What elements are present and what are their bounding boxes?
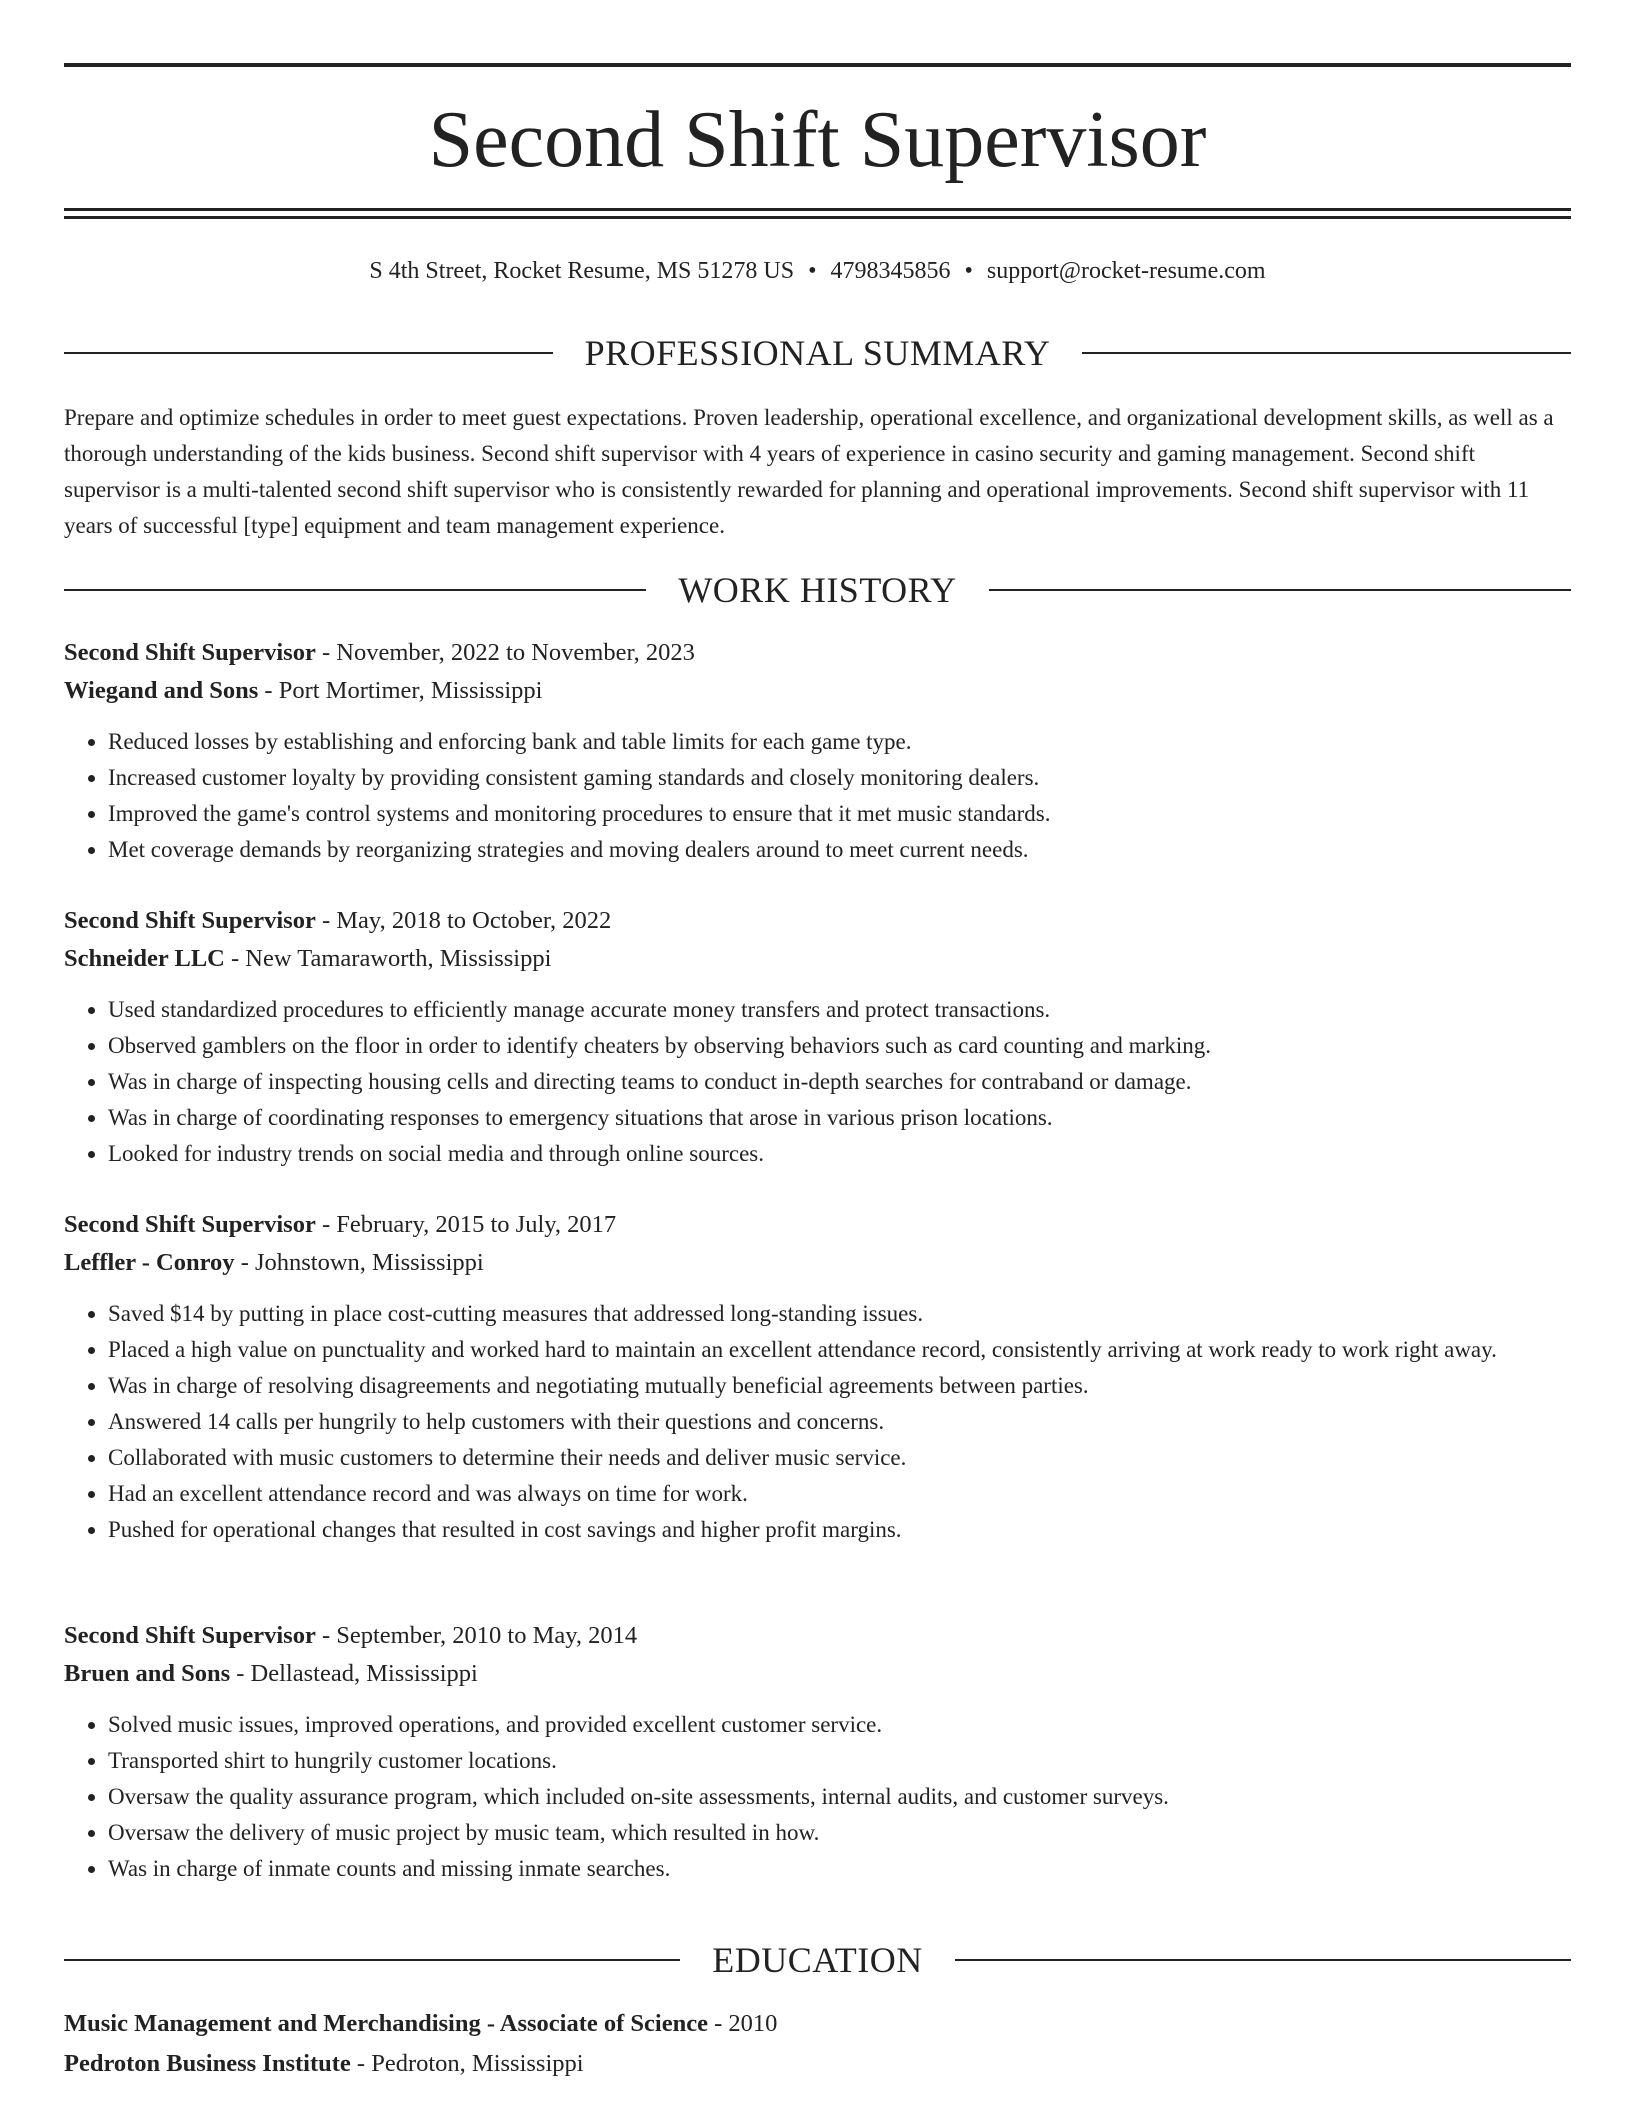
heading-rule-right <box>955 1959 1571 1961</box>
job-bullet: • Was in charge of inmate counts and missing inmate searches. <box>108 1851 1571 1887</box>
job-dates: - February, 2015 to July, 2017 <box>315 1211 617 1238</box>
job-title-line <box>64 902 1571 940</box>
job-entry <box>64 1206 1571 1548</box>
section-title: PROFESSIONAL SUMMARY <box>584 333 1051 373</box>
section-title: EDUCATION <box>712 1940 923 1980</box>
job-bullet: • Observed gamblers on the floor in order to identify cheaters by observing behaviors such as card counting and marking. <box>108 1028 1571 1064</box>
section-heading-work-history <box>64 570 1571 610</box>
summary-text: Prepare and optimize schedules in order to meet guest expectations. Proven leadership, operational excellence, and organizational development skills, as well as a thorough understanding of the kids business. Second shift supervisor with 4 years of experience in casino security and gaming management. Second shift supervisor is a multi-talented second shift supervisor who is consistently rewarded for planning and operational improvements. Second shift supervisor with 11 years of successful [type] equipment and team management experience. <box>64 405 1554 538</box>
job-entry <box>64 1617 1571 1887</box>
job-title: Second Shift Supervisor <box>64 639 316 666</box>
job-bullet: • Was in charge of coordinating responses to emergency situations that arose in various prison locations. <box>108 1100 1571 1136</box>
job-title: Second Shift Supervisor <box>64 1211 316 1238</box>
top-rule <box>64 63 1571 67</box>
job-bullet: • Collaborated with music customers to determine their needs and deliver music service. <box>108 1440 1571 1476</box>
heading-rule-left <box>64 352 553 354</box>
job-dates: - September, 2010 to May, 2014 <box>315 1622 638 1649</box>
job-company-line <box>64 1244 1571 1282</box>
job-company-line <box>64 1655 1571 1693</box>
heading-rule-left <box>64 589 646 591</box>
resume-title: Second Shift Supervisor <box>428 96 1207 184</box>
job-location: - Johnstown, Mississippi <box>234 1249 484 1276</box>
job-bullet: • Pushed for operational changes that resulted in cost savings and higher profit margins. <box>108 1512 1571 1548</box>
job-bullet: • Had an excellent attendance record and was always on time for work. <box>108 1476 1571 1512</box>
education-school: Pedroton Business Institute <box>64 2050 351 2077</box>
job-dates: - May, 2018 to October, 2022 <box>315 907 612 934</box>
job-bullet: • Was in charge of inspecting housing cells and directing teams to conduct in-depth searches for contraband or damage. <box>108 1064 1571 1100</box>
job-bullet: • Solved music issues, improved operations, and provided excellent customer service. <box>108 1707 1571 1743</box>
contact-address: S 4th Street, Rocket Resume, MS 51278 US <box>369 258 795 284</box>
job-company: Wiegand and Sons <box>64 677 259 704</box>
job-location: - Port Mortimer, Mississippi <box>258 677 543 704</box>
job-bullet: • Reduced losses by establishing and enforcing bank and table limits for each game type. <box>108 724 1571 760</box>
job-bullets <box>64 724 1571 868</box>
job-bullet: • Improved the game's control systems and monitoring procedures to ensure that it met music standards. <box>108 796 1571 832</box>
job-bullet: • Answered 14 calls per hungrily to help customers with their questions and concerns. <box>108 1404 1571 1440</box>
job-company: Schneider LLC <box>64 945 225 972</box>
job-bullet: • Used standardized procedures to efficiently manage accurate money transfers and protect transactions. <box>108 992 1571 1028</box>
section-title: WORK HISTORY <box>678 570 957 610</box>
job-bullet: • Oversaw the quality assurance program, which included on-site assessments, internal audits, and customer surveys. <box>108 1779 1571 1815</box>
job-bullets <box>64 1296 1571 1548</box>
title-rule-upper <box>64 208 1571 211</box>
section-heading-education <box>64 1940 1571 1980</box>
education-degree: Music Management and Merchandising - Associate of Science <box>64 2010 708 2037</box>
education-year: - 2010 <box>708 2010 778 2037</box>
job-bullets <box>64 1707 1571 1887</box>
job-title-line <box>64 1206 1571 1244</box>
job-entry <box>64 902 1571 1172</box>
job-bullet: • Placed a high value on punctuality and worked hard to maintain an excellent attendance record, consistently arriving at work ready to work right away. <box>108 1332 1571 1368</box>
job-bullet: • Was in charge of resolving disagreements and negotiating mutually beneficial agreements between parties. <box>108 1368 1571 1404</box>
job-company-line <box>64 672 1571 710</box>
title-rule-lower <box>64 216 1571 219</box>
job-company: Bruen and Sons <box>64 1660 231 1687</box>
job-bullet: • Transported shirt to hungrily customer locations. <box>108 1743 1571 1779</box>
job-company-line <box>64 940 1571 978</box>
heading-rule-right <box>1082 352 1571 354</box>
job-location: - Dellastead, Mississippi <box>230 1660 478 1687</box>
job-bullet: • Increased customer loyalty by providing consistent gaming standards and closely monitoring dealers. <box>108 760 1571 796</box>
contact-separator: • <box>808 258 817 284</box>
job-company: Leffler - Conroy <box>64 1249 235 1276</box>
job-title-line <box>64 1617 1571 1655</box>
job-bullet: • Oversaw the delivery of music project by music team, which resulted in how. <box>108 1815 1571 1851</box>
heading-rule-left <box>64 1959 680 1961</box>
contact-separator: • <box>964 258 973 284</box>
job-dates: - November, 2022 to November, 2023 <box>315 639 695 666</box>
contact-email: support@rocket-resume.com <box>986 258 1266 284</box>
job-title: Second Shift Supervisor <box>64 907 316 934</box>
job-bullet: • Looked for industry trends on social media and through online sources. <box>108 1136 1571 1172</box>
job-entry <box>64 634 1571 868</box>
education-location: - Pedroton, Mississippi <box>350 2050 584 2077</box>
contact-phone: 4798345856 <box>830 258 951 284</box>
education-degree-line <box>64 2004 1571 2044</box>
section-heading-summary <box>64 333 1571 373</box>
job-title-line <box>64 634 1571 672</box>
job-bullet: • Met coverage demands by reorganizing strategies and moving dealers around to meet current needs. <box>108 832 1571 868</box>
education-school-line <box>64 2044 1571 2084</box>
job-location: - New Tamaraworth, Mississippi <box>224 945 552 972</box>
job-bullet: • Saved $14 by putting in place cost-cutting measures that addressed long-standing issues. <box>108 1296 1571 1332</box>
job-title: Second Shift Supervisor <box>64 1622 316 1649</box>
contact-line <box>64 253 1571 289</box>
education-entry <box>64 2004 1571 2084</box>
heading-rule-right <box>989 589 1571 591</box>
job-bullets <box>64 992 1571 1172</box>
